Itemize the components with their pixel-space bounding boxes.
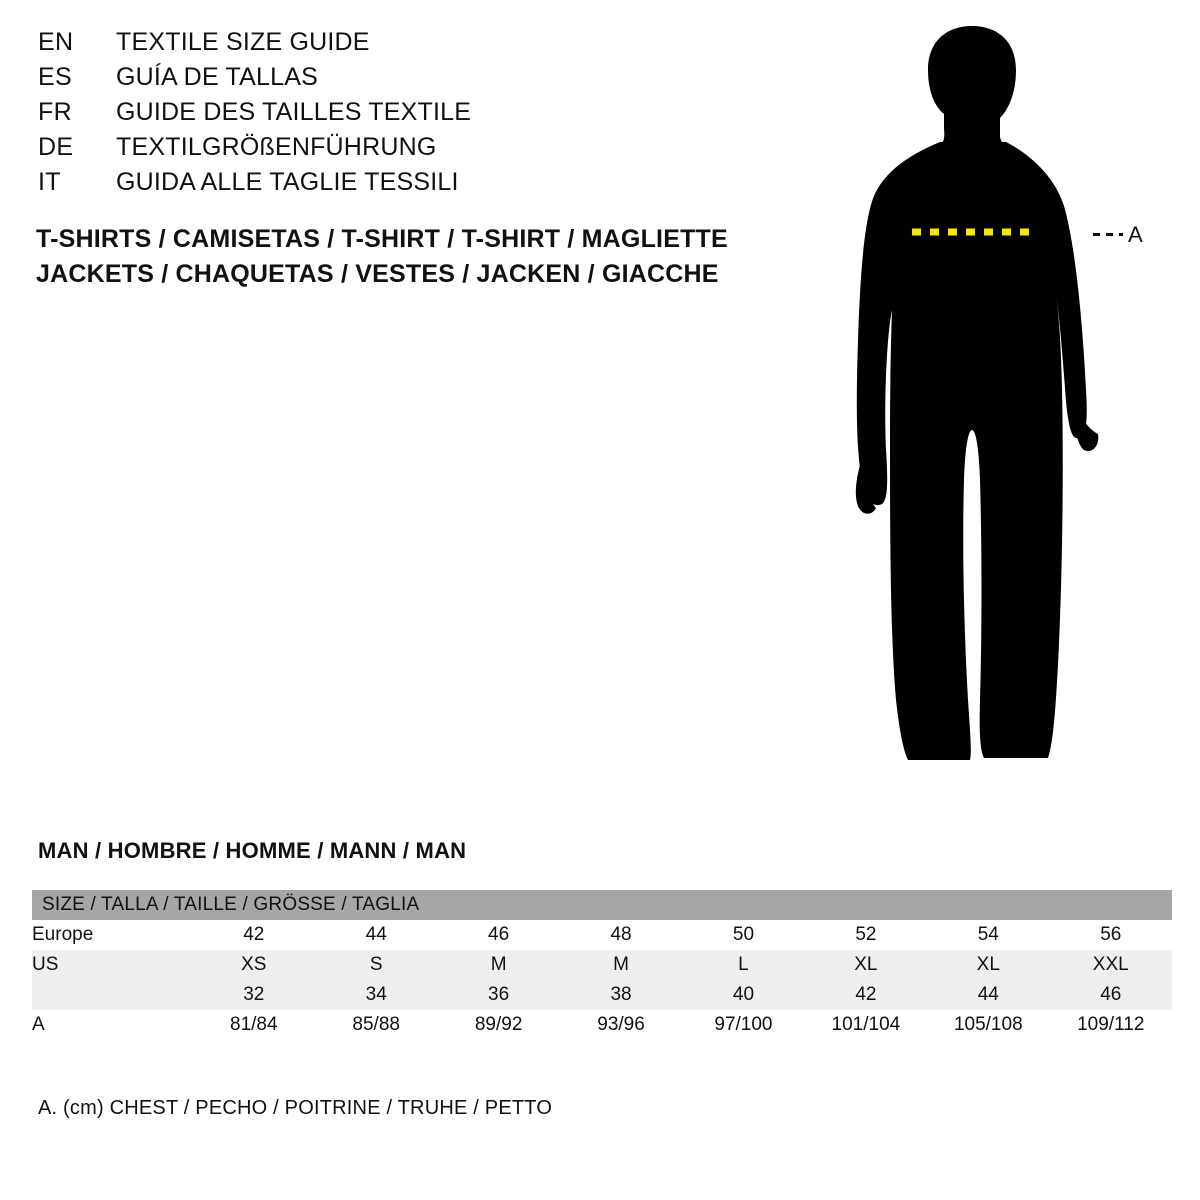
- cell-europe-6: 54: [927, 920, 1049, 950]
- table-row: [32, 1010, 1172, 1040]
- language-code-it: IT: [38, 168, 61, 196]
- row-label-a: A: [32, 1010, 193, 1040]
- cell-us-6: XL: [927, 950, 1049, 980]
- cell-a-6: 105/108: [927, 1010, 1049, 1040]
- cell-num-6: 44: [927, 980, 1049, 1010]
- cell-europe-3: 48: [560, 920, 682, 950]
- cell-a-4: 97/100: [682, 1010, 804, 1040]
- row-label-europe: Europe: [32, 920, 193, 950]
- language-row-en: [38, 28, 778, 63]
- cell-us-5: XL: [805, 950, 927, 980]
- table-header-row: [32, 890, 1172, 920]
- table-header-label: SIZE / TALLA / TAILLE / GRÖSSE / TAGLIA: [32, 890, 1172, 920]
- cell-a-1: 85/88: [315, 1010, 437, 1040]
- language-list: [38, 28, 778, 203]
- cell-europe-2: 46: [437, 920, 559, 950]
- cell-num-0: 32: [193, 980, 315, 1010]
- language-row-fr: [38, 98, 778, 133]
- cell-num-1: 34: [315, 980, 437, 1010]
- body-silhouette-figure: [820, 10, 1190, 800]
- language-text-en: TEXTILE SIZE GUIDE: [116, 28, 370, 56]
- language-text-es: GUÍA DE TALLAS: [116, 63, 318, 91]
- cell-europe-5: 52: [805, 920, 927, 950]
- cell-a-2: 89/92: [437, 1010, 559, 1040]
- cell-a-5: 101/104: [805, 1010, 927, 1040]
- language-code-fr: FR: [38, 98, 72, 126]
- cell-us-0: XS: [193, 950, 315, 980]
- cell-num-4: 40: [682, 980, 804, 1010]
- language-code-de: DE: [38, 133, 74, 161]
- table-row: [32, 980, 1172, 1010]
- cell-us-7: XXL: [1050, 950, 1172, 980]
- cell-num-3: 38: [560, 980, 682, 1010]
- table-row: [32, 920, 1172, 950]
- cell-europe-0: 42: [193, 920, 315, 950]
- cell-europe-4: 50: [682, 920, 804, 950]
- cell-num-2: 36: [437, 980, 559, 1010]
- category-jackets: JACKETS / CHAQUETAS / VESTES / JACKEN / GIACCHE: [36, 260, 719, 288]
- cell-us-1: S: [315, 950, 437, 980]
- row-label-us: US: [32, 950, 193, 980]
- cell-a-0: 81/84: [193, 1010, 315, 1040]
- cell-us-3: M: [560, 950, 682, 980]
- table-section-title: MAN / HOMBRE / HOMME / MANN / MAN: [38, 838, 467, 863]
- size-table: [32, 890, 1172, 1040]
- cell-europe-7: 56: [1050, 920, 1172, 950]
- silhouette-body: [856, 26, 1098, 760]
- footnote-chest-measure: A. (cm) CHEST / PECHO / POITRINE / TRUHE / PETTO: [38, 1097, 553, 1119]
- table-row: [32, 950, 1172, 980]
- cell-us-2: M: [437, 950, 559, 980]
- language-code-en: EN: [38, 28, 74, 56]
- cell-a-7: 109/112: [1050, 1010, 1172, 1040]
- measure-label-a: A: [1128, 222, 1143, 247]
- measure-leader-line: [1093, 233, 1123, 236]
- cell-europe-1: 44: [315, 920, 437, 950]
- language-text-fr: GUIDE DES TAILLES TEXTILE: [116, 98, 472, 126]
- category-tshirts: T-SHIRTS / CAMISETAS / T-SHIRT / T-SHIRT / MAGLIETTE: [36, 225, 728, 253]
- row-label-numeric: [32, 980, 193, 1010]
- cell-num-5: 42: [805, 980, 927, 1010]
- language-row-de: [38, 133, 778, 168]
- cell-num-7: 46: [1050, 980, 1172, 1010]
- language-text-it: GUIDA ALLE TAGLIE TESSILI: [116, 168, 459, 196]
- language-row-es: [38, 63, 778, 98]
- garment-category-list: [36, 222, 796, 292]
- cell-us-4: L: [682, 950, 804, 980]
- language-row-it: [38, 168, 778, 203]
- cell-a-3: 93/96: [560, 1010, 682, 1040]
- language-text-de: TEXTILGRÖßENFÜHRUNG: [116, 133, 437, 161]
- language-code-es: ES: [38, 63, 72, 91]
